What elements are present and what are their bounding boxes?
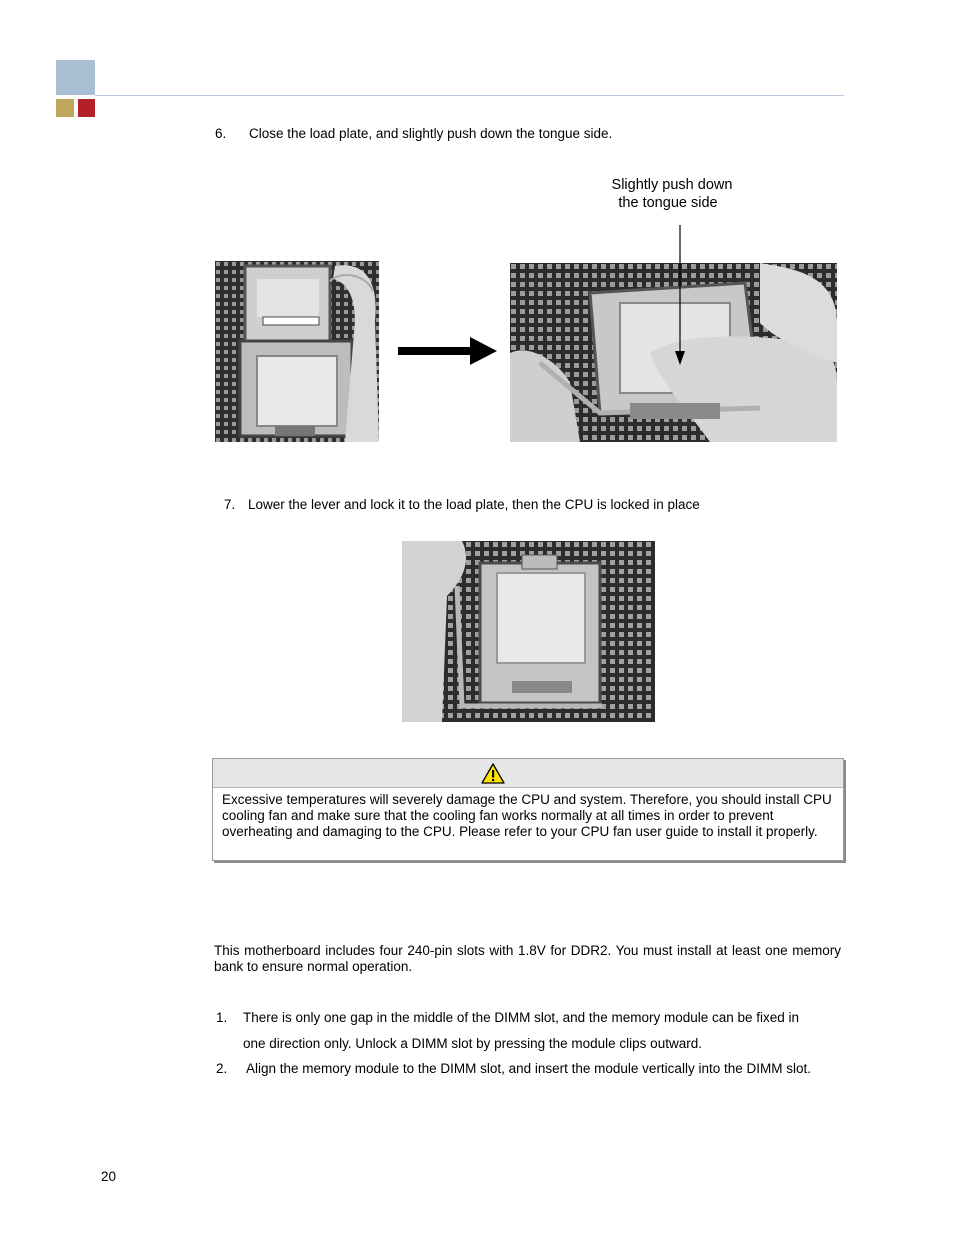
right-arrow-icon	[398, 336, 498, 366]
callout-line-2: the tongue side	[618, 195, 718, 211]
header-rule	[95, 95, 844, 96]
page-number: 20	[101, 1169, 117, 1184]
callout-label	[580, 176, 764, 212]
caution-box	[212, 758, 844, 861]
photo-lever-locked	[402, 541, 655, 722]
callout-pointer	[672, 225, 688, 366]
header-block-blue	[56, 60, 95, 95]
step-6-number: 6.	[215, 126, 227, 141]
step-7-text: Lower the lever and lock it to the load plate, then the CPU is locked in place	[248, 497, 700, 512]
warning-triangle-icon	[481, 763, 505, 784]
memory-step-1-line-1: There is only one gap in the middle of the DIMM slot, and the memory module can be fixed in	[243, 1010, 800, 1025]
header-block-red	[78, 99, 95, 117]
callout-line-1: Slightly push down	[611, 177, 733, 193]
memory-step-2-number: 2.	[216, 1061, 228, 1076]
memory-intro: This motherboard includes four 240-pin slots with 1.8V for DDR2. You must install at least one memory bank to ensure normal operation.	[214, 943, 841, 974]
memory-step-2-line-1: Align the memory module to the DIMM slot, and insert the module vertically into the DIMM slot.	[246, 1061, 811, 1076]
memory-step-1-line-2: one direction only. Unlock a DIMM slot by pressing the module clips outward.	[243, 1036, 702, 1051]
step-7-number: 7.	[224, 497, 236, 512]
step-6-text: Close the load plate, and slightly push down the tongue side.	[249, 126, 613, 141]
photo-open-load-plate	[215, 261, 379, 442]
memory-step-1-number: 1.	[216, 1010, 228, 1025]
caution-text: Excessive temperatures will severely damage the CPU and system. Therefore, you should install CPU cooling fan and make sure that the cooling fan works normally at all times in order to prevent overheating and damaging to the CPU. Please refer to your CPU fan user guide to install it properly.	[222, 792, 832, 839]
caution-header	[213, 759, 843, 788]
header-block-gold	[56, 99, 74, 117]
